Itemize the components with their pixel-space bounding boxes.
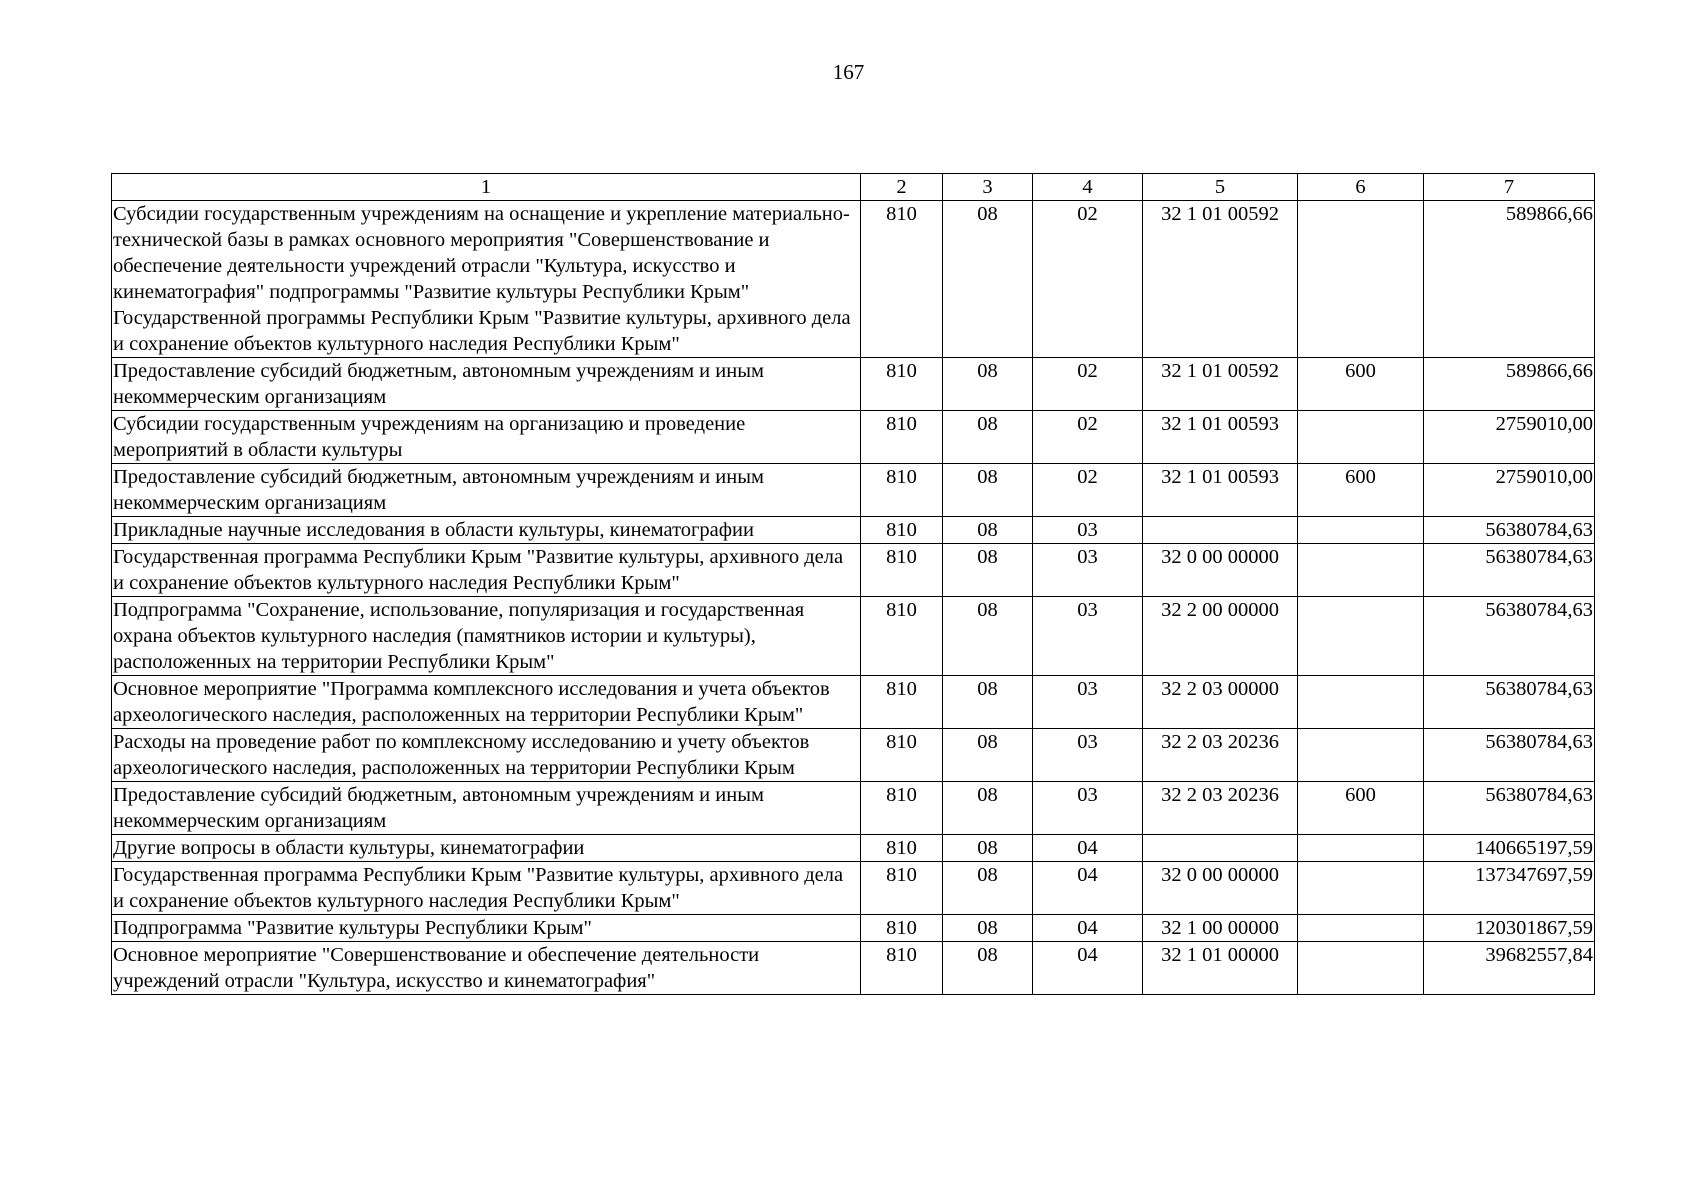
row-code-cell: 810 — [861, 517, 943, 544]
row-amount-cell: 56380784,63 — [1424, 544, 1595, 597]
row-name-cell: Субсидии государственным учреждениям на организацию и проведение мероприятий в области культуры — [112, 411, 861, 464]
header-col-4: 4 — [1033, 174, 1143, 201]
row-amount-cell: 589866,66 — [1424, 358, 1595, 411]
row-code-cell: 810 — [861, 729, 943, 782]
row-code-cell: 810 — [861, 201, 943, 358]
row-subsection-cell: 02 — [1033, 201, 1143, 358]
row-expense-type-cell — [1298, 201, 1424, 358]
row-target-article-cell: 32 1 01 00593 — [1143, 464, 1298, 517]
row-section-cell: 08 — [943, 464, 1033, 517]
row-amount-cell: 120301867,59 — [1424, 915, 1595, 942]
row-expense-type-cell — [1298, 411, 1424, 464]
row-target-article-cell — [1143, 517, 1298, 544]
row-section-cell: 08 — [943, 201, 1033, 358]
row-section-cell: 08 — [943, 729, 1033, 782]
header-col-7: 7 — [1424, 174, 1595, 201]
table-row — [112, 464, 1595, 517]
table-row — [112, 358, 1595, 411]
row-target-article-cell: 32 0 00 00000 — [1143, 544, 1298, 597]
table-row — [112, 782, 1595, 835]
row-code-cell: 810 — [861, 942, 943, 995]
row-name-cell: Основное мероприятие "Совершенствование и обеспечение деятельности учреждений отрасли "Культура, искусство и кинематография" — [112, 942, 861, 995]
row-section-cell: 08 — [943, 411, 1033, 464]
row-code-cell: 810 — [861, 862, 943, 915]
table-row — [112, 201, 1595, 358]
table-body — [112, 201, 1595, 995]
row-target-article-cell: 32 2 00 00000 — [1143, 597, 1298, 676]
row-subsection-cell: 04 — [1033, 942, 1143, 995]
table-row — [112, 676, 1595, 729]
row-amount-cell: 2759010,00 — [1424, 411, 1595, 464]
row-expense-type-cell — [1298, 915, 1424, 942]
row-code-cell: 810 — [861, 835, 943, 862]
row-section-cell: 08 — [943, 862, 1033, 915]
row-name-cell: Основное мероприятие "Программа комплексного исследования и учета объектов археологического наследия, расположенных на территории Республики Крым" — [112, 676, 861, 729]
row-expense-type-cell — [1298, 942, 1424, 995]
row-section-cell: 08 — [943, 544, 1033, 597]
row-code-cell: 810 — [861, 782, 943, 835]
row-subsection-cell: 02 — [1033, 464, 1143, 517]
row-target-article-cell: 32 2 03 00000 — [1143, 676, 1298, 729]
row-expense-type-cell — [1298, 862, 1424, 915]
row-subsection-cell: 03 — [1033, 544, 1143, 597]
header-col-1: 1 — [112, 174, 861, 201]
row-amount-cell: 140665197,59 — [1424, 835, 1595, 862]
row-target-article-cell: 32 1 01 00592 — [1143, 358, 1298, 411]
row-name-cell: Расходы на проведение работ по комплексному исследованию и учету объектов археологического наследия, расположенных на территории Республики Крым — [112, 729, 861, 782]
row-subsection-cell: 03 — [1033, 597, 1143, 676]
row-section-cell: 08 — [943, 915, 1033, 942]
row-amount-cell: 137347697,59 — [1424, 862, 1595, 915]
row-code-cell: 810 — [861, 411, 943, 464]
row-name-cell: Прикладные научные исследования в области культуры, кинематографии — [112, 517, 861, 544]
row-expense-type-cell — [1298, 676, 1424, 729]
row-target-article-cell: 32 1 01 00000 — [1143, 942, 1298, 995]
table-row — [112, 862, 1595, 915]
table-row — [112, 729, 1595, 782]
table-row — [112, 942, 1595, 995]
row-name-cell: Подпрограмма "Сохранение, использование, популяризация и государственная охрана объектов культурного наследия (памятников истории и культуры), расположенных на территории Республики Крым" — [112, 597, 861, 676]
row-section-cell: 08 — [943, 597, 1033, 676]
row-expense-type-cell: 600 — [1298, 782, 1424, 835]
row-target-article-cell: 32 0 00 00000 — [1143, 862, 1298, 915]
row-subsection-cell: 04 — [1033, 862, 1143, 915]
row-expense-type-cell — [1298, 544, 1424, 597]
row-expense-type-cell — [1298, 597, 1424, 676]
row-name-cell: Субсидии государственным учреждениям на оснащение и укрепление материально-технической базы в рамках основного мероприятия "Совершенствование и обеспечение деятельности учреждений отрасли "Культура, искусство и кинематография" подпрограммы "Развитие культуры Республики Крым" Государственной программы Республики Крым "Развитие культуры, архивного дела и сохранение объектов культурного наследия Республики Крым" — [112, 201, 861, 358]
row-section-cell: 08 — [943, 358, 1033, 411]
table-header — [112, 174, 1595, 201]
header-col-2: 2 — [861, 174, 943, 201]
row-amount-cell: 56380784,63 — [1424, 597, 1595, 676]
row-section-cell: 08 — [943, 517, 1033, 544]
row-amount-cell: 56380784,63 — [1424, 782, 1595, 835]
row-code-cell: 810 — [861, 544, 943, 597]
row-expense-type-cell — [1298, 729, 1424, 782]
header-row — [112, 174, 1595, 201]
row-code-cell: 810 — [861, 676, 943, 729]
row-amount-cell: 589866,66 — [1424, 201, 1595, 358]
row-target-article-cell: 32 1 01 00592 — [1143, 201, 1298, 358]
row-name-cell: Предоставление субсидий бюджетным, автономным учреждениям и иным некоммерческим организациям — [112, 358, 861, 411]
row-amount-cell: 56380784,63 — [1424, 729, 1595, 782]
row-subsection-cell: 03 — [1033, 676, 1143, 729]
row-code-cell: 810 — [861, 915, 943, 942]
table-row — [112, 915, 1595, 942]
row-subsection-cell: 04 — [1033, 835, 1143, 862]
table-row — [112, 835, 1595, 862]
row-name-cell: Предоставление субсидий бюджетным, автономным учреждениям и иным некоммерческим организациям — [112, 464, 861, 517]
row-expense-type-cell: 600 — [1298, 358, 1424, 411]
row-name-cell: Государственная программа Республики Крым "Развитие культуры, архивного дела и сохранение объектов культурного наследия Республики Крым" — [112, 862, 861, 915]
row-amount-cell: 56380784,63 — [1424, 676, 1595, 729]
row-code-cell: 810 — [861, 358, 943, 411]
row-name-cell: Предоставление субсидий бюджетным, автономным учреждениям и иным некоммерческим организациям — [112, 782, 861, 835]
row-subsection-cell: 02 — [1033, 358, 1143, 411]
table-row — [112, 597, 1595, 676]
row-name-cell: Подпрограмма "Развитие культуры Республики Крым" — [112, 915, 861, 942]
row-amount-cell: 2759010,00 — [1424, 464, 1595, 517]
row-section-cell: 08 — [943, 676, 1033, 729]
row-section-cell: 08 — [943, 782, 1033, 835]
row-amount-cell: 56380784,63 — [1424, 517, 1595, 544]
row-section-cell: 08 — [943, 942, 1033, 995]
row-name-cell: Другие вопросы в области культуры, кинематографии — [112, 835, 861, 862]
row-subsection-cell: 03 — [1033, 729, 1143, 782]
row-subsection-cell: 03 — [1033, 517, 1143, 544]
row-name-cell: Государственная программа Республики Крым "Развитие культуры, архивного дела и сохранение объектов культурного наследия Республики Крым" — [112, 544, 861, 597]
row-expense-type-cell — [1298, 835, 1424, 862]
row-subsection-cell: 02 — [1033, 411, 1143, 464]
row-target-article-cell: 32 2 03 20236 — [1143, 729, 1298, 782]
table-row — [112, 411, 1595, 464]
row-code-cell: 810 — [861, 464, 943, 517]
row-target-article-cell: 32 1 01 00593 — [1143, 411, 1298, 464]
row-expense-type-cell — [1298, 517, 1424, 544]
page-number: 167 — [832, 60, 865, 84]
row-target-article-cell: 32 2 03 20236 — [1143, 782, 1298, 835]
row-subsection-cell: 03 — [1033, 782, 1143, 835]
row-target-article-cell: 32 1 00 00000 — [1143, 915, 1298, 942]
table-row — [112, 544, 1595, 597]
budget-table — [111, 173, 1595, 995]
row-amount-cell: 39682557,84 — [1424, 942, 1595, 995]
row-expense-type-cell: 600 — [1298, 464, 1424, 517]
row-target-article-cell — [1143, 835, 1298, 862]
row-code-cell: 810 — [861, 597, 943, 676]
header-col-3: 3 — [943, 174, 1033, 201]
row-section-cell: 08 — [943, 835, 1033, 862]
header-col-5: 5 — [1143, 174, 1298, 201]
row-subsection-cell: 04 — [1033, 915, 1143, 942]
table-row — [112, 517, 1595, 544]
header-col-6: 6 — [1298, 174, 1424, 201]
